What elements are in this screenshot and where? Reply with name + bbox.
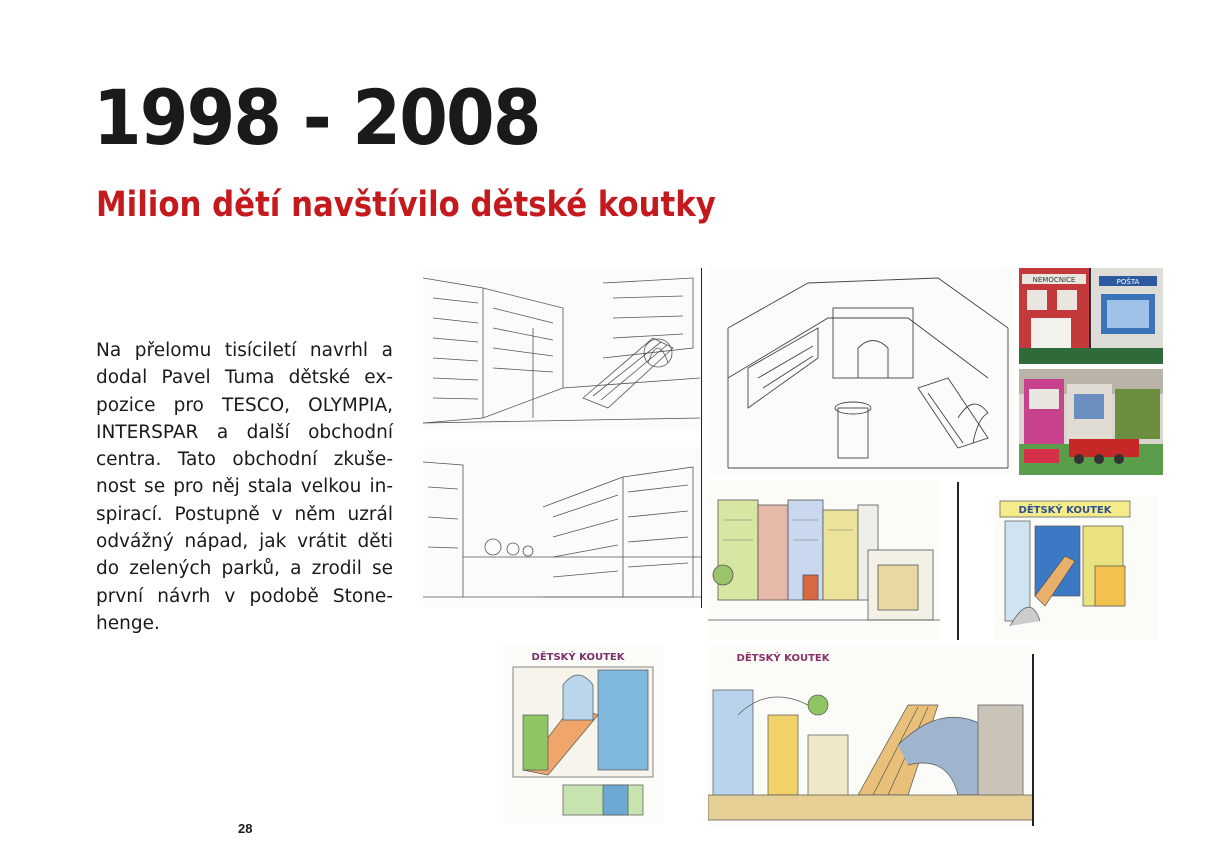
page-subtitle: Milion dětí navštívilo dětské koutky bbox=[96, 185, 716, 225]
detsky-koutek-sketch-2 bbox=[503, 645, 663, 823]
separator-line-3 bbox=[1032, 654, 1034, 826]
page-title: 1998 - 2008 bbox=[93, 73, 540, 162]
street-sketch-image-1 bbox=[423, 268, 700, 430]
photo-sign-posta: POŠTA bbox=[1116, 278, 1140, 286]
sketch-sign-2: DĚTSKÝ KOUTEK bbox=[531, 652, 625, 663]
colored-town-sketch bbox=[708, 480, 940, 640]
playroom-photo-2 bbox=[1019, 369, 1163, 475]
photo-sign-nemocnice: NEMOCNICE bbox=[1032, 276, 1076, 284]
castle-sketch-image bbox=[708, 268, 1014, 474]
separator-line bbox=[701, 268, 702, 608]
body-paragraph: Na přelomu tisíciletí navrhl a dodal Pavel Tuma dětské expozice pro TESCO, OLYMPIA, INTERSPAR a další obchodní centra. Tato obchodní zkušenost se pro něj stala velkou inspirací. Postupně v něm uzrál odvážný nápad, jak vrátit děti do zelených parků, a zrodil se první návrh v podobě Stonehenge. bbox=[96, 340, 393, 634]
street-sketch-image-2 bbox=[423, 447, 701, 607]
sketch-sign-1: DĚTSKÝ KOUTEK bbox=[1018, 505, 1112, 516]
separator-line-2 bbox=[957, 482, 959, 640]
sketch-sign-3: DĚTSKÝ KOUTEK bbox=[736, 653, 830, 664]
detsky-koutek-sketch-1 bbox=[995, 496, 1157, 640]
detsky-koutek-sketch-3 bbox=[708, 645, 1033, 826]
page-number: 28 bbox=[238, 821, 253, 836]
playroom-photo-1 bbox=[1019, 268, 1163, 364]
